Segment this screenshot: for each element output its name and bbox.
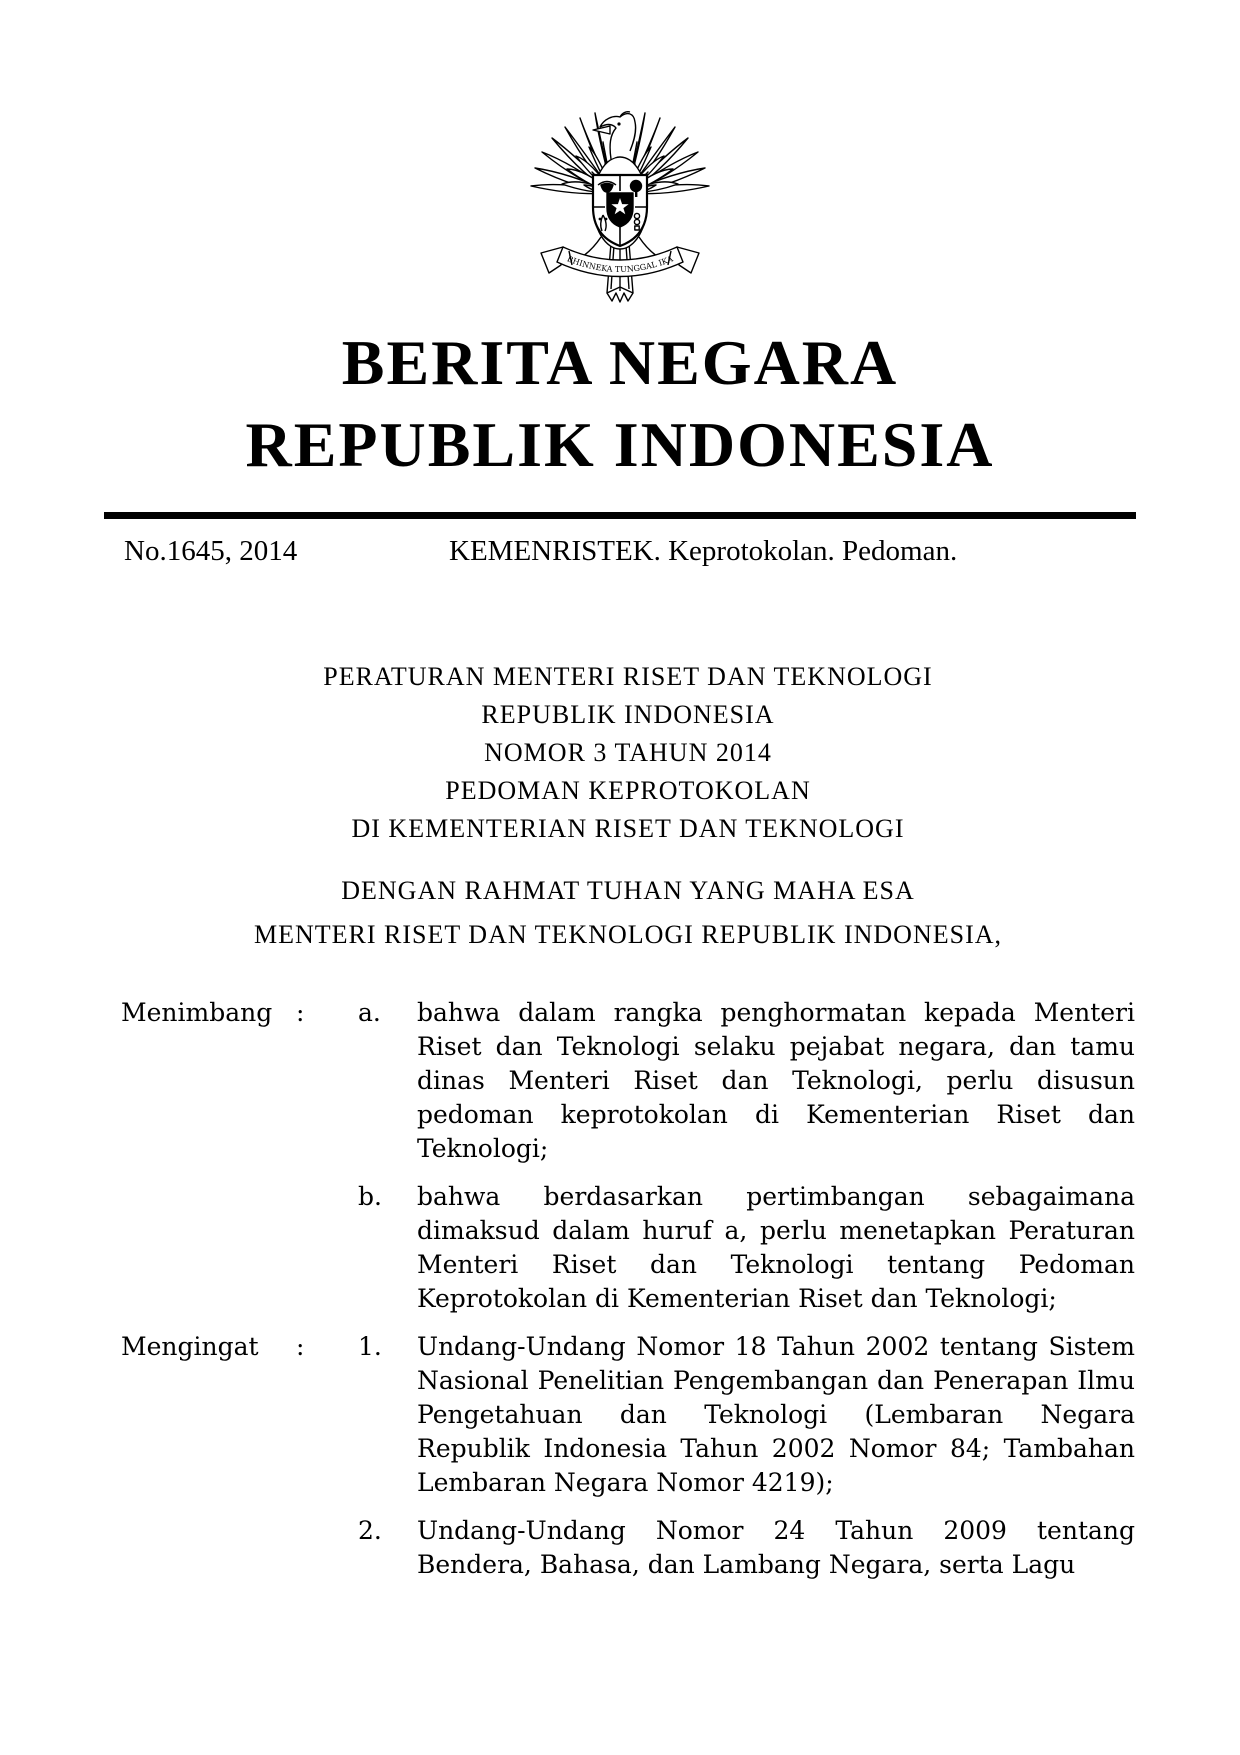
legal-basis-item bbox=[121, 1330, 1135, 1500]
garuda-pancasila-icon bbox=[525, 95, 715, 310]
invocation-line: DENGAN RAHMAT TUHAN YANG MAHA ESA bbox=[341, 876, 915, 905]
clause-separator: : bbox=[296, 1332, 305, 1361]
clause-separator: : bbox=[296, 998, 305, 1027]
consideration-item bbox=[121, 1180, 1135, 1316]
regulation-title-line: PEDOMAN KEPROTOKOLAN bbox=[445, 776, 811, 805]
authority-line: MENTERI RISET DAN TEKNOLOGI REPUBLIK INDONESIA, bbox=[254, 920, 1002, 949]
consideration-item bbox=[121, 996, 1135, 1166]
item-text: bahwa berdasarkan pertimbangan sebagaimana dimaksud dalam huruf a, perlu menetapkan Peraturan Menteri Riset dan Teknologi tentang Pedoman Keprotokolan di Kementerian Riset dan Teknologi; bbox=[417, 1182, 1135, 1313]
item-text: Undang-Undang Nomor 24 Tahun 2009 tentang Bendera, Bahasa, dan Lambang Negara, serta Lagu bbox=[417, 1516, 1135, 1579]
regulation-title-line: NOMOR 3 TAHUN 2014 bbox=[484, 738, 772, 767]
regulation-title-line: REPUBLIK INDONESIA bbox=[481, 700, 775, 729]
garuda-emblem bbox=[525, 95, 715, 310]
clauses-section bbox=[121, 996, 1135, 1582]
emblem-motto: BHINNEKA TUNGGAL IKA bbox=[565, 254, 675, 275]
legal-basis-item bbox=[121, 1514, 1135, 1582]
journal-title bbox=[0, 322, 1240, 486]
item-text: bahwa dalam rangka penghormatan kepada Menteri Riset dan Teknologi selaku pejabat negara, dan tamu dinas Menteri Riset dan Teknologi, perlu disusun pedoman keprotokolan di Kementerian Riset dan Teknologi; bbox=[417, 998, 1135, 1163]
clause-label: Mengingat bbox=[121, 1332, 259, 1361]
regulation-title-line: DI KEMENTERIAN RISET DAN TEKNOLOGI bbox=[351, 814, 905, 843]
issue-row bbox=[104, 533, 1136, 569]
item-marker: 1. bbox=[358, 1332, 382, 1361]
clause-label: Menimbang bbox=[121, 998, 273, 1027]
item-text: Undang-Undang Nomor 18 Tahun 2002 tentang Sistem Nasional Penelitian Pengembangan dan Penerapan Ilmu Pengetahuan dan Teknologi (Lembaran Negara Republik Indonesia Tahun 2002 Nomor 84; Tambahan Lembaran Negara Nomor 4219); bbox=[417, 1332, 1135, 1497]
issue-number: No.1645, 2014 bbox=[124, 535, 298, 567]
item-marker: b. bbox=[358, 1182, 382, 1211]
item-marker: 2. bbox=[358, 1516, 382, 1545]
journal-title-line1: BERITA NEGARA bbox=[341, 327, 899, 398]
masthead-divider bbox=[104, 512, 1136, 519]
regulation-heading bbox=[121, 658, 1135, 954]
regulation-title-line: PERATURAN MENTERI RISET DAN TEKNOLOGI bbox=[323, 662, 933, 691]
item-marker: a. bbox=[358, 998, 381, 1027]
subject-classification: KEMENRISTEK. Keprotokolan. Pedoman. bbox=[449, 535, 958, 567]
journal-title-line2: REPUBLIK INDONESIA bbox=[245, 409, 995, 480]
